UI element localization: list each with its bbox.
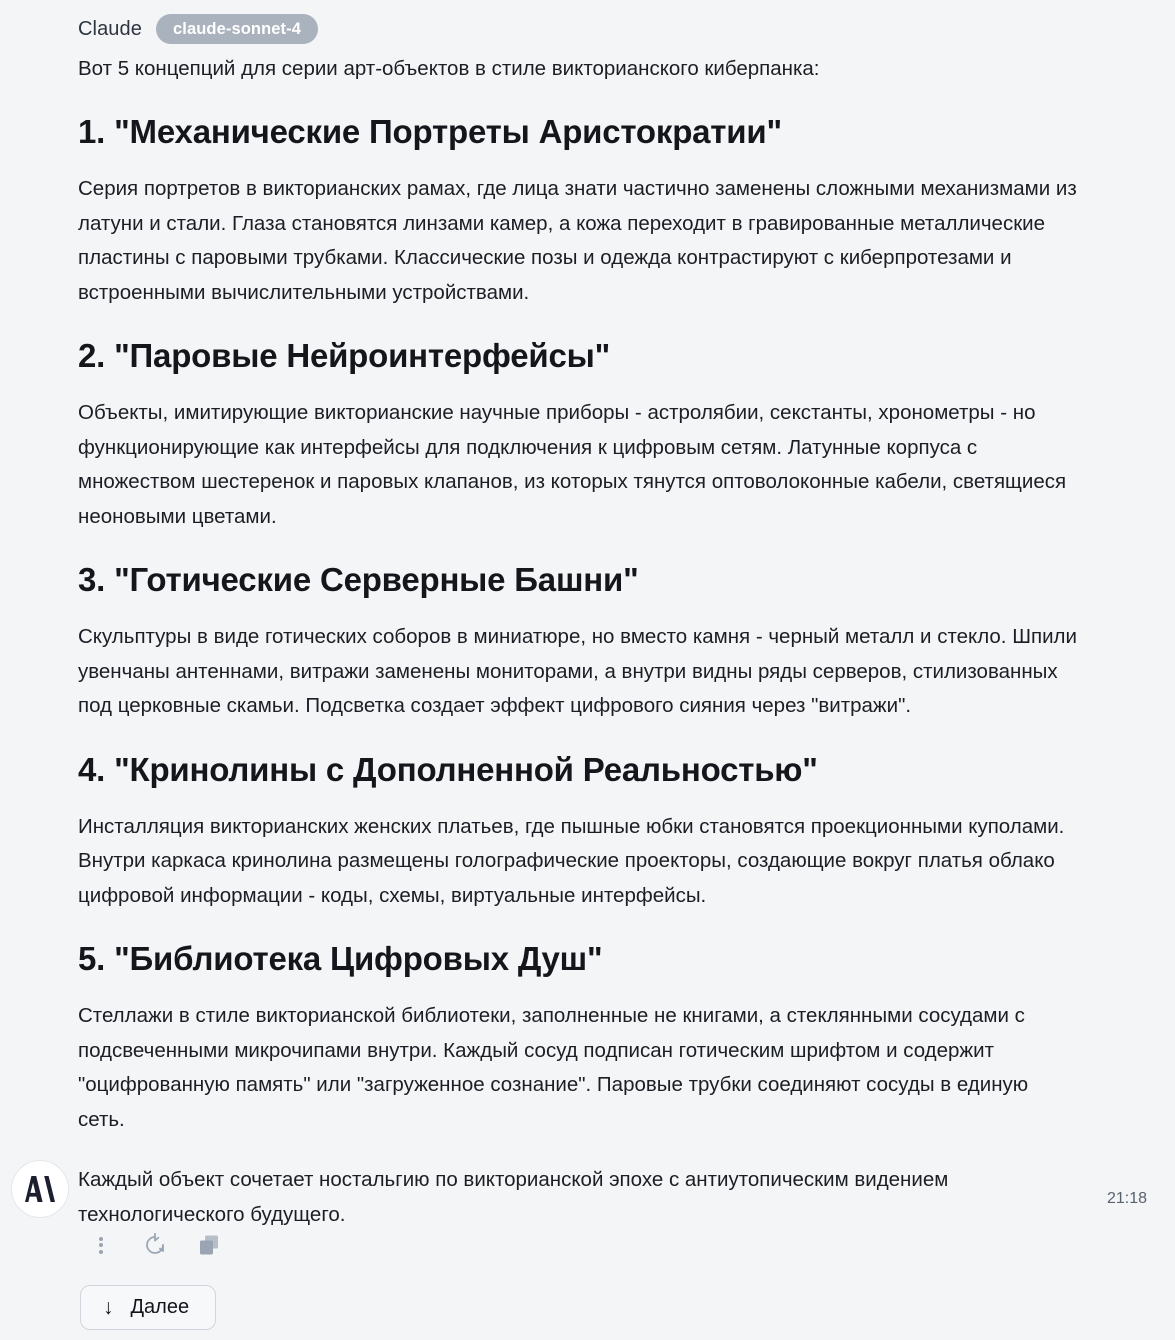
more-options-icon[interactable] [88, 1232, 114, 1258]
section-paragraph-3: Скульптуры в виде готических соборов в миниатюре, но вместо камня - черный металл и стекло. Шпили увенчаны антеннами, витражи заменены мониторами, а внутри видны ряды серверов, стилизованных под церковные скамьи. Подсветка создает эффект цифрового сияния через "витражи". [78, 625, 1077, 717]
model-badge: claude-sonnet-4 [156, 14, 318, 44]
message-header [0, 0, 1175, 46]
section-heading-2: 2. "Паровые Нейроинтерфейсы" [78, 337, 611, 374]
anthropic-logo-icon [25, 1176, 55, 1202]
message-actions [88, 1232, 222, 1258]
section-paragraph-4: Инсталляция викторианских женских платьев, где пышные юбки становятся проекционными куполами. Внутри каркаса кринолина размещены голографические проекторы, создающие вокруг платья облако цифровой информации - коды, схемы, виртуальные интерфейсы. [78, 814, 1065, 907]
avatar [11, 1160, 69, 1218]
message-timestamp: 21:18 [1106, 1190, 1147, 1207]
section-paragraph-5: Стеллажи в стиле викторианской библиотеки, заполненные не книгами, а стеклянными сосудами с подсвеченными микрочипами внутри. Каждый сосуд подписан готическим шрифтом и содержит "оцифрованную память" или "загруженное сознание". Паровые трубки соединяют сосуды в единую сеть. [78, 1004, 1029, 1131]
copy-icon[interactable] [196, 1232, 222, 1258]
refresh-icon[interactable] [142, 1232, 168, 1258]
section-heading-3: 3. "Готические Серверные Башни" [78, 561, 639, 598]
section-paragraph-2: Объекты, имитирующие викторианские научные приборы - астролябии, секстанты, хронометры - но функционирующие как интерфейсы для подключения к цифровым сетям. Латунные корпуса с множеством шестеренок и паровых клапанов, из которых тянутся оптоволоконные кабели, светящиеся неоновыми цветами. [78, 401, 1067, 528]
section-heading-5: 5. "Библиотека Цифровых Душ" [78, 940, 603, 977]
section-paragraph-1: Серия портретов в викторианских рамах, где лица знати частично заменены сложными механизмами из латуни и стали. Глаза становятся линзами камер, а кожа переходит в гравированные металлические пластины с паровыми трубками. Классические позы и одежда контрастируют с киберпротезами и встроенными вычислительными устройствами. [78, 177, 1077, 304]
intro-paragraph: Вот 5 концепций для серии арт-объектов в стиле викторианского киберпанка: [78, 57, 820, 80]
message-body [0, 52, 1175, 1232]
section-heading-1: 1. "Механические Портреты Аристократии" [78, 113, 782, 150]
continue-button[interactable] [80, 1285, 216, 1330]
down-arrow-icon: ↓ [103, 1296, 114, 1319]
sender-name: Claude [78, 17, 142, 40]
continue-button-label: Далее [130, 1296, 190, 1318]
section-heading-4: 4. "Кринолины с Дополненной Реальностью" [78, 750, 818, 788]
closing-paragraph: Каждый объект сочетает ностальгию по викторианской эпохе с антиутопическим видением технологического будущего. [78, 1168, 949, 1226]
